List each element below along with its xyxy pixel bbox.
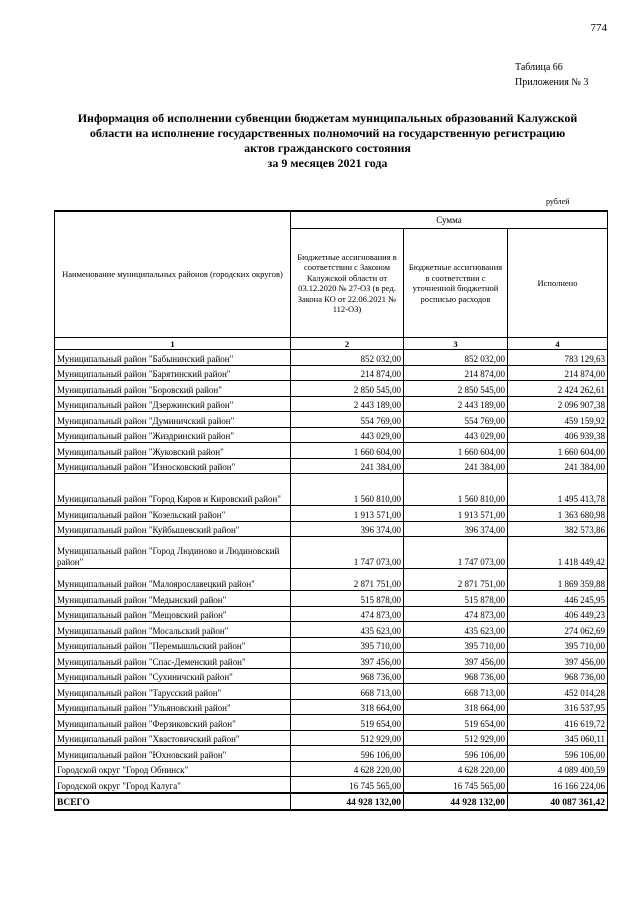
table-row bbox=[55, 350, 608, 366]
row-name-cell: Муниципальный район "Думиничский район" bbox=[55, 412, 291, 428]
row-law-allocation-cell: 16 745 565,00 bbox=[291, 777, 404, 793]
table-row bbox=[55, 777, 608, 793]
row-executed-cell: 2 424 262,61 bbox=[508, 381, 608, 397]
row-revised-allocation-cell: 395 710,00 bbox=[404, 637, 508, 653]
total-row bbox=[55, 793, 608, 810]
table-row bbox=[55, 746, 608, 762]
row-name-cell: Муниципальный район "Мосальский район" bbox=[55, 622, 291, 638]
row-executed-cell: 397 456,00 bbox=[508, 653, 608, 669]
row-executed-cell: 345 060,11 bbox=[508, 730, 608, 746]
row-law-allocation-cell: 968 736,00 bbox=[291, 668, 404, 684]
row-name-cell: Муниципальный район "Сухиничский район" bbox=[55, 668, 291, 684]
table-row bbox=[55, 412, 608, 428]
table-body bbox=[55, 350, 608, 810]
row-revised-allocation-cell: 1 660 604,00 bbox=[404, 443, 508, 459]
row-name-cell: Муниципальный район "Хвастовичский район" bbox=[55, 730, 291, 746]
row-law-allocation-cell: 512 929,00 bbox=[291, 730, 404, 746]
title-line1: Информация об исполнении субвенции бюджетам муниципальных образований Калужской bbox=[77, 111, 578, 125]
row-name-cell: Муниципальный район "Бабынинский район" bbox=[55, 350, 291, 366]
row-revised-allocation-cell: 1 913 571,00 bbox=[404, 506, 508, 522]
row-executed-cell: 406 939,38 bbox=[508, 427, 608, 443]
row-law-allocation-cell: 1 560 810,00 bbox=[291, 474, 404, 506]
row-law-allocation-cell: 241 384,00 bbox=[291, 458, 404, 474]
table-row bbox=[55, 427, 608, 443]
row-executed-cell: 1 418 449,42 bbox=[508, 537, 608, 569]
row-name-cell: Городской округ "Город Обнинск" bbox=[55, 761, 291, 777]
row-name-cell: Муниципальный район "Жуковский район" bbox=[55, 443, 291, 459]
table-row bbox=[55, 537, 608, 569]
row-name-cell: Муниципальный район "Износковский район" bbox=[55, 458, 291, 474]
header-law-allocations: Бюджетные ассигнования в соответствии с Законом Калужской области от 03.12.2020 № 27-ОЗ (в ред. Закона КО от 22.06.2021 № 112-ОЗ) bbox=[291, 229, 404, 338]
table-ref-line1: Таблица 66 bbox=[515, 62, 563, 73]
table-row bbox=[55, 684, 608, 700]
row-revised-allocation-cell: 474 873,00 bbox=[404, 606, 508, 622]
row-name-cell: Муниципальный район "Спас-Деменский район" bbox=[55, 653, 291, 669]
row-executed-cell: 2 096 907,38 bbox=[508, 396, 608, 412]
row-revised-allocation-cell: 596 106,00 bbox=[404, 746, 508, 762]
row-law-allocation-cell: 852 032,00 bbox=[291, 350, 404, 366]
row-executed-cell: 241 384,00 bbox=[508, 458, 608, 474]
row-revised-allocation-cell: 2 443 189,00 bbox=[404, 396, 508, 412]
column-number-1: 1 bbox=[55, 338, 291, 350]
row-law-allocation-cell: 596 106,00 bbox=[291, 746, 404, 762]
row-revised-allocation-cell: 1 747 073,00 bbox=[404, 537, 508, 569]
table-row bbox=[55, 506, 608, 522]
row-name-cell: Муниципальный район "Барятинский район" bbox=[55, 365, 291, 381]
row-executed-cell: 214 874,00 bbox=[508, 365, 608, 381]
row-revised-allocation-cell: 4 628 220,00 bbox=[404, 761, 508, 777]
row-revised-allocation-cell: 515 878,00 bbox=[404, 591, 508, 607]
row-name-cell: Муниципальный район "Тарусский район" bbox=[55, 684, 291, 700]
row-name-cell: Муниципальный район "Куйбышевский район" bbox=[55, 521, 291, 537]
row-law-allocation-cell: 668 713,00 bbox=[291, 684, 404, 700]
row-revised-allocation-cell: 512 929,00 bbox=[404, 730, 508, 746]
row-law-allocation-cell: 2 850 545,00 bbox=[291, 381, 404, 397]
row-revised-allocation-cell: 16 745 565,00 bbox=[404, 777, 508, 793]
table-row bbox=[55, 396, 608, 412]
row-revised-allocation-cell: 241 384,00 bbox=[404, 458, 508, 474]
row-executed-cell: 16 166 224,06 bbox=[508, 777, 608, 793]
row-name-cell: Муниципальный район "Перемышльский район" bbox=[55, 637, 291, 653]
row-law-allocation-cell: 474 873,00 bbox=[291, 606, 404, 622]
table-row bbox=[55, 569, 608, 591]
row-revised-allocation-cell: 668 713,00 bbox=[404, 684, 508, 700]
table-row bbox=[55, 365, 608, 381]
row-name-cell: Городской округ "Город Калуга" bbox=[55, 777, 291, 793]
row-name-cell: Муниципальный район "Дзержинский район" bbox=[55, 396, 291, 412]
row-name-cell: Муниципальный район "Жиздринский район" bbox=[55, 427, 291, 443]
row-executed-cell: 4 089 400,59 bbox=[508, 761, 608, 777]
row-executed-cell: 274 062,69 bbox=[508, 622, 608, 638]
table-ref-line2: Приложения № 3 bbox=[515, 77, 589, 88]
row-revised-allocation-cell: 318 664,00 bbox=[404, 699, 508, 715]
table-row bbox=[55, 637, 608, 653]
total-label-cell: ВСЕГО bbox=[55, 793, 291, 810]
title-line3: актов гражданского состояния bbox=[244, 141, 411, 155]
row-law-allocation-cell: 396 374,00 bbox=[291, 521, 404, 537]
row-revised-allocation-cell: 519 654,00 bbox=[404, 715, 508, 731]
table-row bbox=[55, 521, 608, 537]
header-executed: Исполнено bbox=[508, 229, 608, 338]
row-executed-cell: 1 869 359,88 bbox=[508, 569, 608, 591]
row-law-allocation-cell: 435 623,00 bbox=[291, 622, 404, 638]
total-executed-cell: 40 087 361,42 bbox=[508, 793, 608, 810]
header-revised-allocations: Бюджетные ассигнования в соответствии с уточненной бюджетной росписью расходов bbox=[404, 229, 508, 338]
table-row bbox=[55, 474, 608, 506]
row-law-allocation-cell: 2 871 751,00 bbox=[291, 569, 404, 591]
row-name-cell: Муниципальный район "Мещовский район" bbox=[55, 606, 291, 622]
row-law-allocation-cell: 1 913 571,00 bbox=[291, 506, 404, 522]
table-row bbox=[55, 622, 608, 638]
row-revised-allocation-cell: 2 871 751,00 bbox=[404, 569, 508, 591]
row-executed-cell: 1 495 413,78 bbox=[508, 474, 608, 506]
row-revised-allocation-cell: 968 736,00 bbox=[404, 668, 508, 684]
table-row bbox=[55, 699, 608, 715]
row-name-cell: Муниципальный район "Город Киров и Кировский район" bbox=[55, 474, 291, 506]
document-title bbox=[40, 111, 615, 171]
row-executed-cell: 783 129,63 bbox=[508, 350, 608, 366]
row-executed-cell: 406 449,23 bbox=[508, 606, 608, 622]
row-name-cell: Муниципальный район "Юхновский район" bbox=[55, 746, 291, 762]
column-number-4: 4 bbox=[508, 338, 608, 350]
table-row bbox=[55, 761, 608, 777]
row-law-allocation-cell: 443 029,00 bbox=[291, 427, 404, 443]
row-executed-cell: 382 573,86 bbox=[508, 521, 608, 537]
column-number-3: 3 bbox=[404, 338, 508, 350]
header-name-column: Наименование муниципальных районов (городских округов) bbox=[55, 211, 291, 338]
row-revised-allocation-cell: 214 874,00 bbox=[404, 365, 508, 381]
total-revised-allocation-cell: 44 928 132,00 bbox=[404, 793, 508, 810]
subvention-table bbox=[54, 210, 608, 811]
row-law-allocation-cell: 515 878,00 bbox=[291, 591, 404, 607]
row-executed-cell: 459 159,92 bbox=[508, 412, 608, 428]
table-row bbox=[55, 730, 608, 746]
row-name-cell: Муниципальный район "Боровский район" bbox=[55, 381, 291, 397]
title-line4: за 9 месяцев 2021 года bbox=[267, 156, 388, 170]
row-revised-allocation-cell: 443 029,00 bbox=[404, 427, 508, 443]
table-row bbox=[55, 653, 608, 669]
row-law-allocation-cell: 519 654,00 bbox=[291, 715, 404, 731]
table-row bbox=[55, 715, 608, 731]
table-row bbox=[55, 668, 608, 684]
row-executed-cell: 452 014,28 bbox=[508, 684, 608, 700]
row-executed-cell: 596 106,00 bbox=[508, 746, 608, 762]
row-executed-cell: 1 660 604,00 bbox=[508, 443, 608, 459]
row-name-cell: Муниципальный район "Ферзиковский район" bbox=[55, 715, 291, 731]
row-name-cell: Муниципальный район "Ульяновский район" bbox=[55, 699, 291, 715]
header-sum-group: Сумма bbox=[291, 211, 608, 229]
row-law-allocation-cell: 1 660 604,00 bbox=[291, 443, 404, 459]
row-law-allocation-cell: 395 710,00 bbox=[291, 637, 404, 653]
row-law-allocation-cell: 397 456,00 bbox=[291, 653, 404, 669]
row-name-cell: Муниципальный район "Город Людиново и Людиновский район" bbox=[55, 537, 291, 569]
row-name-cell: Муниципальный район "Козельский район" bbox=[55, 506, 291, 522]
currency-unit: рублей bbox=[546, 197, 570, 206]
table-row bbox=[55, 381, 608, 397]
row-revised-allocation-cell: 1 560 810,00 bbox=[404, 474, 508, 506]
table-row bbox=[55, 443, 608, 459]
row-law-allocation-cell: 554 769,00 bbox=[291, 412, 404, 428]
row-law-allocation-cell: 318 664,00 bbox=[291, 699, 404, 715]
row-executed-cell: 316 537,95 bbox=[508, 699, 608, 715]
table-row bbox=[55, 606, 608, 622]
row-executed-cell: 1 363 680,98 bbox=[508, 506, 608, 522]
row-revised-allocation-cell: 397 456,00 bbox=[404, 653, 508, 669]
total-law-allocation-cell: 44 928 132,00 bbox=[291, 793, 404, 810]
row-law-allocation-cell: 1 747 073,00 bbox=[291, 537, 404, 569]
row-name-cell: Муниципальный район "Медынский район" bbox=[55, 591, 291, 607]
row-name-cell: Муниципальный район "Малоярославецкий район" bbox=[55, 569, 291, 591]
table-reference bbox=[515, 60, 588, 90]
column-number-2: 2 bbox=[291, 338, 404, 350]
table-row bbox=[55, 458, 608, 474]
row-executed-cell: 968 736,00 bbox=[508, 668, 608, 684]
row-law-allocation-cell: 2 443 189,00 bbox=[291, 396, 404, 412]
page-number: 774 bbox=[590, 22, 607, 34]
row-law-allocation-cell: 214 874,00 bbox=[291, 365, 404, 381]
row-revised-allocation-cell: 554 769,00 bbox=[404, 412, 508, 428]
row-revised-allocation-cell: 852 032,00 bbox=[404, 350, 508, 366]
row-revised-allocation-cell: 2 850 545,00 bbox=[404, 381, 508, 397]
row-executed-cell: 395 710,00 bbox=[508, 637, 608, 653]
row-executed-cell: 446 245,95 bbox=[508, 591, 608, 607]
row-law-allocation-cell: 4 628 220,00 bbox=[291, 761, 404, 777]
row-revised-allocation-cell: 435 623,00 bbox=[404, 622, 508, 638]
row-revised-allocation-cell: 396 374,00 bbox=[404, 521, 508, 537]
table-row bbox=[55, 591, 608, 607]
row-executed-cell: 416 619,72 bbox=[508, 715, 608, 731]
title-line2: области на исполнение государственных полномочий на государственную регистрацию bbox=[89, 126, 566, 140]
